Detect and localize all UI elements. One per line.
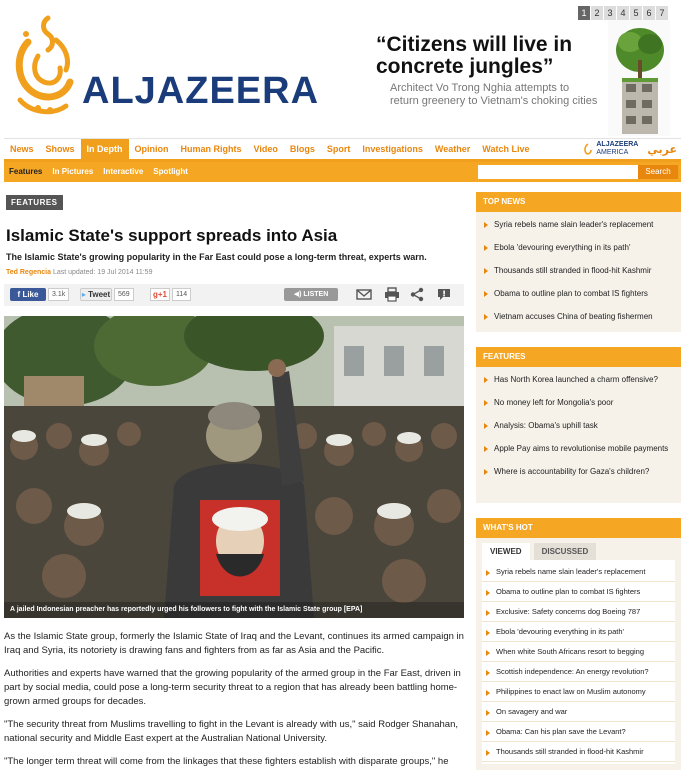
nav-item-human-rights[interactable]: Human Rights xyxy=(180,144,242,154)
features-title: FEATURES xyxy=(476,347,681,367)
whats-hot-link[interactable] xyxy=(482,722,675,742)
tab-viewed[interactable]: VIEWED xyxy=(482,543,530,560)
subnav-item-interactive[interactable]: Interactive xyxy=(103,167,144,176)
top-news-box xyxy=(476,192,681,332)
article-body xyxy=(4,630,464,770)
share-bar xyxy=(4,284,464,306)
whats-hot-link[interactable] xyxy=(482,682,675,702)
facebook-count: 3.1k xyxy=(48,288,69,301)
nav-item-news[interactable]: News xyxy=(10,144,34,154)
promo-page-5[interactable]: 5 xyxy=(630,6,642,20)
whats-hot-list xyxy=(482,560,675,764)
bullet-arrow-icon xyxy=(484,469,488,475)
main-nav-items xyxy=(4,139,535,160)
article-paragraph: As the Islamic State group, formerly the Islamic State of Iraq and the Levant, continues its armed campaign in Iraq and Syria, its notoriety is drawing fans and fighters from as far as Asia and the Pacific. xyxy=(4,631,464,656)
sidebar-link-label: Thousands still stranded in flood-hit Kashmir xyxy=(494,266,652,275)
bullet-arrow-icon xyxy=(486,730,490,736)
tweet-button[interactable] xyxy=(80,288,112,301)
bullet-arrow-icon xyxy=(486,690,490,696)
article-header xyxy=(4,192,464,276)
search-button[interactable]: Search xyxy=(638,165,678,179)
whats-hot-link[interactable] xyxy=(482,662,675,682)
listen-label: LISTEN xyxy=(303,291,329,298)
bullet-arrow-icon xyxy=(484,400,488,406)
bullet-arrow-icon xyxy=(484,377,488,383)
promo-subtitle[interactable]: Architect Vo Trong Nghia attempts to return greenery to Vietnam's choking cities xyxy=(390,82,598,107)
whats-hot-link-label: Obama to outline plan to combat IS fighters xyxy=(496,587,641,596)
promo-page-2[interactable]: 2 xyxy=(591,6,603,20)
sidebar-link[interactable] xyxy=(482,217,675,240)
site-logo-text[interactable]: ALJAZEERA xyxy=(82,70,320,112)
whats-hot-link-label: Exclusive: Safety concerns dog Boeing 787 xyxy=(496,607,641,616)
email-icon[interactable] xyxy=(356,287,372,302)
whats-hot-link-label: On savagery and war xyxy=(496,707,568,716)
sidebar-link[interactable] xyxy=(482,418,675,441)
nav-item-opinion[interactable]: Opinion xyxy=(134,144,169,154)
sidebar-link[interactable] xyxy=(482,395,675,418)
subnav-item-features[interactable]: Features xyxy=(9,167,43,176)
sidebar-link[interactable] xyxy=(482,441,675,464)
features-list xyxy=(476,367,681,503)
nav-item-blogs[interactable]: Blogs xyxy=(289,144,315,154)
tweet-label: Tweet xyxy=(88,290,111,299)
nav-item-in-depth[interactable]: In Depth xyxy=(81,139,129,160)
bullet-arrow-icon xyxy=(486,570,490,576)
sidebar-link-label: Vietnam accuses China of beating fishermen xyxy=(494,312,653,321)
section-badge[interactable]: FEATURES xyxy=(6,195,63,210)
search-input[interactable] xyxy=(478,165,638,179)
whats-hot-title: WHAT'S HOT xyxy=(476,518,681,538)
sidebar-link[interactable] xyxy=(482,286,675,309)
promo-page-4[interactable]: 4 xyxy=(617,6,629,20)
bullet-arrow-icon xyxy=(484,423,488,429)
sidebar-link-label: Obama to outline plan to combat IS fighters xyxy=(494,289,648,298)
top-news-title: TOP NEWS xyxy=(476,192,681,212)
facebook-like-label: Like xyxy=(22,290,39,299)
sidebar-link-label: Apple Pay aims to revolutionise mobile payments xyxy=(494,444,669,453)
whats-hot-link[interactable] xyxy=(482,742,675,762)
whats-hot-link-label: Syria rebels name slain leader's replacement xyxy=(496,567,646,576)
bullet-arrow-icon xyxy=(484,245,488,251)
whats-hot-link[interactable] xyxy=(482,702,675,722)
aja-line1: ALJAZEERA xyxy=(596,141,639,148)
bullet-arrow-icon xyxy=(486,610,490,616)
sidebar-link[interactable] xyxy=(482,240,675,263)
whats-hot-link-label: Scottish independence: An energy revolution? xyxy=(496,667,649,676)
article-paragraph: Authorities and experts have warned that the growing popularity of the armed group in the Far East, driven in part by social media, could pose a long-term security threat to a region that has already been battling home-grown armed groups for decades. xyxy=(4,668,461,707)
facebook-icon: f xyxy=(17,290,21,299)
subnav-item-spotlight[interactable]: Spotlight xyxy=(153,167,188,176)
whats-hot-tabs xyxy=(476,538,681,560)
sidebar-link-label: No money left for Mongolia's poor xyxy=(494,398,614,407)
bullet-arrow-icon xyxy=(484,291,488,297)
bullet-arrow-icon xyxy=(484,268,488,274)
whats-hot-link-label: Philippines to enact law on Muslim autonomy xyxy=(496,687,646,696)
aja-logo-icon xyxy=(583,143,593,155)
features-box xyxy=(476,347,681,503)
promo-title[interactable]: “Citizens will live in concrete jungles” xyxy=(376,33,573,78)
whats-hot-link[interactable] xyxy=(482,622,675,642)
promo-page-1[interactable]: 1 xyxy=(578,6,590,20)
whats-hot-link-label: Thousands still stranded in flood-hit Kashmir xyxy=(496,747,644,756)
site-header xyxy=(0,0,685,138)
share-icon[interactable] xyxy=(409,287,425,302)
tweet-count: 569 xyxy=(114,288,134,301)
speaker-icon: ◀) xyxy=(293,291,302,298)
article-paragraph: "The security threat from Muslims travelling to fight in the Levant is already with us," said Rodger Shanahan, national security and Middle East expert at the Australian National University. xyxy=(4,719,458,744)
comment-icon[interactable] xyxy=(436,287,452,302)
promo-page-6[interactable]: 6 xyxy=(643,6,655,20)
main-nav xyxy=(4,138,681,162)
whats-hot-link[interactable] xyxy=(482,562,675,582)
promo-tower-image[interactable] xyxy=(608,20,670,136)
nav-item-investigations[interactable]: Investigations xyxy=(362,144,423,154)
google-plus-count: 114 xyxy=(172,288,191,301)
sidebar-link[interactable] xyxy=(482,263,675,286)
bullet-arrow-icon xyxy=(486,650,490,656)
sidebar-link-label: Ebola 'devouring everything in its path' xyxy=(494,243,631,252)
bullet-arrow-icon xyxy=(486,750,490,756)
arabic-site-link[interactable]: عربي xyxy=(647,143,677,156)
top-news-list xyxy=(476,212,681,332)
listen-button[interactable] xyxy=(284,288,338,301)
hero-caption: A jailed Indonesian preacher has reportedly urged his followers to fight with the Islamic State group [EPA] xyxy=(4,602,464,618)
sidebar-link-label: Where is accountability for Gaza's children? xyxy=(494,467,650,476)
nav-item-shows[interactable]: Shows xyxy=(45,144,75,154)
whats-hot-link-label: When white South Africans resort to begging xyxy=(496,647,645,656)
sidebar-link[interactable] xyxy=(482,309,675,332)
promo-pagination xyxy=(578,6,668,20)
bullet-arrow-icon xyxy=(486,630,490,636)
aljazeera-america-link[interactable] xyxy=(583,141,677,157)
aljazeera-logo-icon[interactable] xyxy=(8,12,80,122)
print-icon[interactable] xyxy=(384,287,400,302)
sidebar xyxy=(476,192,681,770)
nav-item-watch-live[interactable]: Watch Live xyxy=(482,144,530,154)
nav-item-weather[interactable]: Weather xyxy=(434,144,471,154)
sidebar-link[interactable] xyxy=(482,372,675,395)
facebook-like-button[interactable] xyxy=(10,288,46,301)
google-plus-button[interactable]: g+1 xyxy=(150,288,170,301)
article-paragraph: "The longer term threat will come from the linkages that these fighters establish with disparate groups," he xyxy=(4,756,449,767)
article-headline: Islamic State's support spreads into Asia xyxy=(6,226,338,245)
article-standfirst: The Islamic State's growing popularity in the Far East could pose a long-term threat, experts warn. xyxy=(6,252,427,262)
bullet-arrow-icon xyxy=(486,590,490,596)
sub-nav xyxy=(4,162,681,182)
sidebar-link-label: Has North Korea launched a charm offensive? xyxy=(494,375,658,384)
aja-line2: AMERICA xyxy=(596,149,629,156)
nav-item-sport[interactable]: Sport xyxy=(326,144,351,154)
sidebar-link-label: Analysis: Obama's uphill task xyxy=(494,421,598,430)
whats-hot-link[interactable] xyxy=(482,602,675,622)
twitter-bird-icon: ▸ xyxy=(81,290,86,299)
whats-hot-box xyxy=(476,518,681,770)
crowd-protest-photo xyxy=(4,316,464,618)
sidebar-link-label: Syria rebels name slain leader's replacement xyxy=(494,220,654,229)
nav-item-video[interactable]: Video xyxy=(253,144,278,154)
bullet-arrow-icon xyxy=(486,670,490,676)
article-updated: Last updated: 19 Jul 2014 11:59 xyxy=(52,269,153,276)
subnav-item-in-pictures[interactable]: In Pictures xyxy=(52,167,94,176)
whats-hot-link-label: Ebola 'devouring everything in its path' xyxy=(496,627,624,636)
article-hero-image[interactable] xyxy=(4,316,464,618)
bullet-arrow-icon xyxy=(486,710,490,716)
promo-page-7[interactable]: 7 xyxy=(656,6,668,20)
bullet-arrow-icon xyxy=(484,314,488,320)
promo-page-3[interactable]: 3 xyxy=(604,6,616,20)
article-byline xyxy=(6,269,152,276)
whats-hot-link[interactable] xyxy=(482,642,675,662)
tab-discussed[interactable]: DISCUSSED xyxy=(534,543,597,560)
article-author[interactable]: Ted Regencia xyxy=(6,269,51,276)
whats-hot-link[interactable] xyxy=(482,582,675,602)
bullet-arrow-icon xyxy=(484,446,488,452)
whats-hot-link-label: Obama: Can his plan save the Levant? xyxy=(496,727,626,736)
bullet-arrow-icon xyxy=(484,222,488,228)
sidebar-link[interactable] xyxy=(482,464,675,487)
